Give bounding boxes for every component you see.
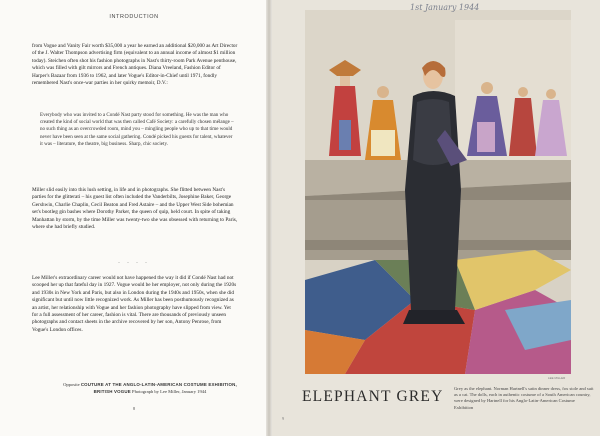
- left-caption: [60, 382, 240, 395]
- left-page-number: 8: [132, 406, 136, 411]
- running-head: INTRODUCTION: [109, 14, 159, 20]
- handwritten-date: 1st January 1944: [410, 3, 480, 12]
- photo-credit: LEE MILLER: [548, 376, 566, 380]
- block-quote: Everybody who was invited to a Condé Nast party stood for something. He was the man who created the kind of social world that was then called Café Society: a carefully chosen mélange – no such thing as an overcrowded room, mind you – mingling people who up to that time would never have been seen at the same social gathering. Condé picked his guests for talent, whatever it was – literature, the theatre, big business. Sharp, chic society.: [40, 112, 234, 147]
- body-paragraph-3: Lee Miller's extraordinary career would not have happened the way it did if Condé Nast had not scooped her up that fateful day in 1927. Vogue would be her employer, not only during the 1920s and 1930s in New York and Paris, but also in London during the 1940s and 1950s, when she did significant but until now little recognized work. As Miller has been posthumously recognized as an artist, her relationship with Vogue and her fashion photography have slipped from view. Yet for a full assessment of her career, fashion is vital. There are thousands of previously unseen photographs and contact sheets in the archive recovered by her son, Antony Penrose, from Vogue's London offices.: [32, 275, 237, 333]
- body-paragraph-2: Miller slid easily into this lush setting, in life and in photographs. She flitted between Nast's parties for the glitterati – his guest list often included the Vanderbilts, Josephine Baker, George Gershwin, Charlie Chaplin, Cecil Beaton and Fred Astaire – and the Upper West Side bohemian set's bootleg gin bashes where Dorothy Parker, the queen of quip, held court. In spite of taking Manhattan by storm, by the time Miller was twenty-two she was obsessed with returning to Paris, where she had briefly studied.: [32, 187, 238, 231]
- caption-lead: Opposite: [63, 382, 80, 387]
- body-paragraph-1: from Vogue and Vanity Fair worth $35,000 a year he earned an additional $20,000 as Art Director of the J. Walter Thompson advertising firm (equivalent to an annual income of almost $1 million today). Steichen often shot his fashion photographs in Nast's thirty-room Park Avenue penthouse, which was filled with gilt mirrors and French antiques. Diana Vreeland, Fashion Editor of Harper's Bazaar from 1936 to 1962, and later Vogue's Editor-in-Chief until 1971, fondly remembered Nast's once-war parties in her quirky memoir, D.V.:: [32, 43, 238, 87]
- right-caption: Grey as the elephant. Norman Hartnell's satin dinner dress, fox stole and suit as a cat. The dolls, each in authentic costume of a South American country, were designed by Hartnell for his Anglo-Latin-American Costume Exhibition: [454, 386, 594, 410]
- caption-title: COUTURE AT THE ANGLO-LATIN-AMERICAN COSTUME EXHIBITION, BRITISH VOGUE: [80, 382, 237, 394]
- caption-credit: Photograph by Lee Miller, January 1944: [132, 388, 207, 394]
- section-break: . . . .: [118, 259, 150, 265]
- photo-title: ELEPHANT GREY: [302, 388, 444, 405]
- right-page-number: 9: [282, 416, 285, 421]
- fashion-photograph: [305, 10, 571, 374]
